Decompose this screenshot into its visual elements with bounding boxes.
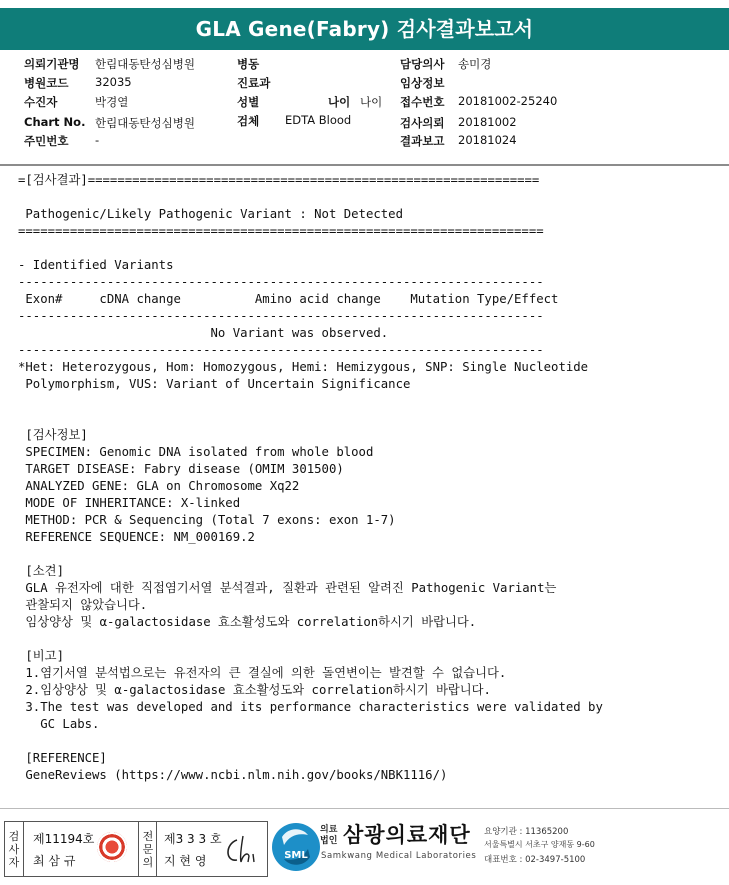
report-line: TARGET DISEASE: Fabry disease (OMIM 301500) xyxy=(18,462,344,476)
report-line: MODE OF INHERITANCE: X-linked xyxy=(18,496,241,510)
report-line: REFERENCE SEQUENCE: NM_000169.2 xyxy=(18,530,255,544)
report-line: SPECIMEN: Genomic DNA isolated from whole blood xyxy=(18,445,374,459)
header-value-resident-no: - xyxy=(95,133,100,147)
care-institution-code: 요양기관 : 11365200 xyxy=(484,827,569,837)
header-value-receipt-no: 20181002-25240 xyxy=(458,94,558,108)
specialist-name: 지 현 영 xyxy=(164,854,207,868)
header-label-doctor: 담당의사 xyxy=(400,57,445,71)
header-value-report-date: 20181024 xyxy=(458,133,517,147)
report-line xyxy=(18,631,718,648)
report-line: 관찰되지 않았습니다. xyxy=(18,598,148,612)
examiner-name: 최 삼 규 xyxy=(33,854,76,868)
report-line xyxy=(18,393,718,410)
report-line xyxy=(18,240,718,257)
header-label-clinical-info: 임상정보 xyxy=(400,76,445,90)
org-address: 서울특별시 서초구 양재동 9-60 xyxy=(484,840,595,849)
report-line xyxy=(18,546,718,563)
sml-logo-icon xyxy=(272,823,320,871)
sml-logo-text: SML xyxy=(284,850,308,861)
footer-divider xyxy=(0,808,729,809)
header-value-patient: 박경열 xyxy=(95,95,129,109)
report-line: METHOD: PCR & Sequencing (Total 7 exons: exon 1-7) xyxy=(18,513,396,527)
patient-header xyxy=(0,56,729,166)
org-english-name: Samkwang Medical Laboratories xyxy=(321,851,477,861)
report-line: 임상양상 및 α-galactosidase 효소활성도와 correlation하시기 바랍니다. xyxy=(18,615,477,629)
header-label-request-date: 검사의뢰 xyxy=(400,116,445,130)
header-value-hospital-code: 32035 xyxy=(95,75,132,89)
header-label-patient: 수진자 xyxy=(24,95,58,109)
report-line: - Identified Variants xyxy=(18,258,174,272)
header-label-ward: 병동 xyxy=(237,57,260,71)
report-line: [검사정보] xyxy=(18,428,88,442)
report-line: [비고] xyxy=(18,649,64,663)
header-divider xyxy=(0,164,729,166)
header-label-receipt-no: 접수번호 xyxy=(400,95,445,109)
signature-box xyxy=(4,821,268,877)
report-line: ----------------------------------------------------------------------- xyxy=(18,309,544,323)
report-footer xyxy=(0,817,729,877)
header-label-resident-no: 주민번호 xyxy=(24,134,69,148)
header-value-doctor: 송미경 xyxy=(458,57,492,71)
examiner-vertical-label: 검 사 자 xyxy=(8,830,20,869)
specialist-license-no: 제3 3 3 호 xyxy=(164,832,222,846)
report-line: [REFERENCE] xyxy=(18,751,107,765)
report-line: 1.염기서열 분석법으로는 유전자의 큰 결실에 의한 돌연변이는 발견할 수 없습니다. xyxy=(18,666,507,680)
header-label-institution: 의뢰기관명 xyxy=(24,57,80,71)
report-line: GLA 유전자에 대한 직접염기서열 분석결과, 질환과 관련된 알려진 Pathogenic Variant는 xyxy=(18,581,557,595)
report-line xyxy=(18,733,718,750)
header-label-hospital-code: 병원코드 xyxy=(24,76,69,90)
report-line: ----------------------------------------------------------------------- xyxy=(18,343,544,357)
header-value-specimen: EDTA Blood xyxy=(285,113,352,127)
report-line: 3.The test was developed and its performance characteristics were validated by xyxy=(18,700,603,714)
report-body xyxy=(18,172,718,784)
report-line: ======================================================================= xyxy=(18,224,544,238)
header-value-chart-no: 한림대동탄성심병원 xyxy=(95,116,195,130)
org-phone: 대표번호 : 02-3497-5100 xyxy=(484,855,586,865)
report-line: 2.임상양상 및 α-galactosidase 효소활성도와 correlation하시기 바랍니다. xyxy=(18,683,491,697)
header-label-age: 나이 xyxy=(328,95,351,109)
header-label-sex: 성별 xyxy=(237,95,260,109)
report-line xyxy=(18,189,718,206)
report-line: *Het: Heterozygous, Hom: Homozygous, Hemi: Hemizygous, SNP: Single Nucleotide xyxy=(18,360,589,374)
report-line: GC Labs. xyxy=(18,717,100,731)
header-label-specimen: 검체 xyxy=(237,114,260,128)
report-line: [소견] xyxy=(18,564,64,578)
report-line: No Variant was observed. xyxy=(18,326,389,340)
header-value-institution: 한림대동탄성심병원 xyxy=(95,57,195,71)
header-value-request-date: 20181002 xyxy=(458,115,517,129)
examiner-license-no: 제11194호 xyxy=(33,832,95,846)
org-name: 삼광의료재단 xyxy=(343,823,471,847)
specialist-signature xyxy=(223,834,263,866)
header-value-age: 나이 xyxy=(360,95,383,109)
specialist-vertical-label: 전 문 의 xyxy=(142,830,154,869)
header-label-department: 진료과 xyxy=(237,76,271,90)
report-line: ANALYZED GENE: GLA on Chromosome Xq22 xyxy=(18,479,300,493)
report-line: ----------------------------------------------------------------------- xyxy=(18,275,544,289)
report-line: GeneReviews (https://www.ncbi.nlm.nih.gov/books/NBK1116/) xyxy=(18,768,448,782)
report-line: Exon# cDNA change Amino acid change Mutation Type/Effect xyxy=(18,292,559,306)
report-line: Pathogenic/Likely Pathogenic Variant : Not Detected xyxy=(18,207,403,221)
header-label-chart-no: Chart No. xyxy=(24,115,86,129)
report-title: GLA Gene(Fabry) 검사결과보고서 xyxy=(0,8,729,50)
report-line: Polymorphism, VUS: Variant of Uncertain Significance xyxy=(18,377,411,391)
examiner-seal-stamp xyxy=(97,832,127,862)
header-label-report-date: 결과보고 xyxy=(400,134,445,148)
report-line: =[검사결과]============================================================= xyxy=(18,173,540,187)
org-prefix: 의료법인 xyxy=(320,825,338,846)
report-line xyxy=(18,410,718,427)
